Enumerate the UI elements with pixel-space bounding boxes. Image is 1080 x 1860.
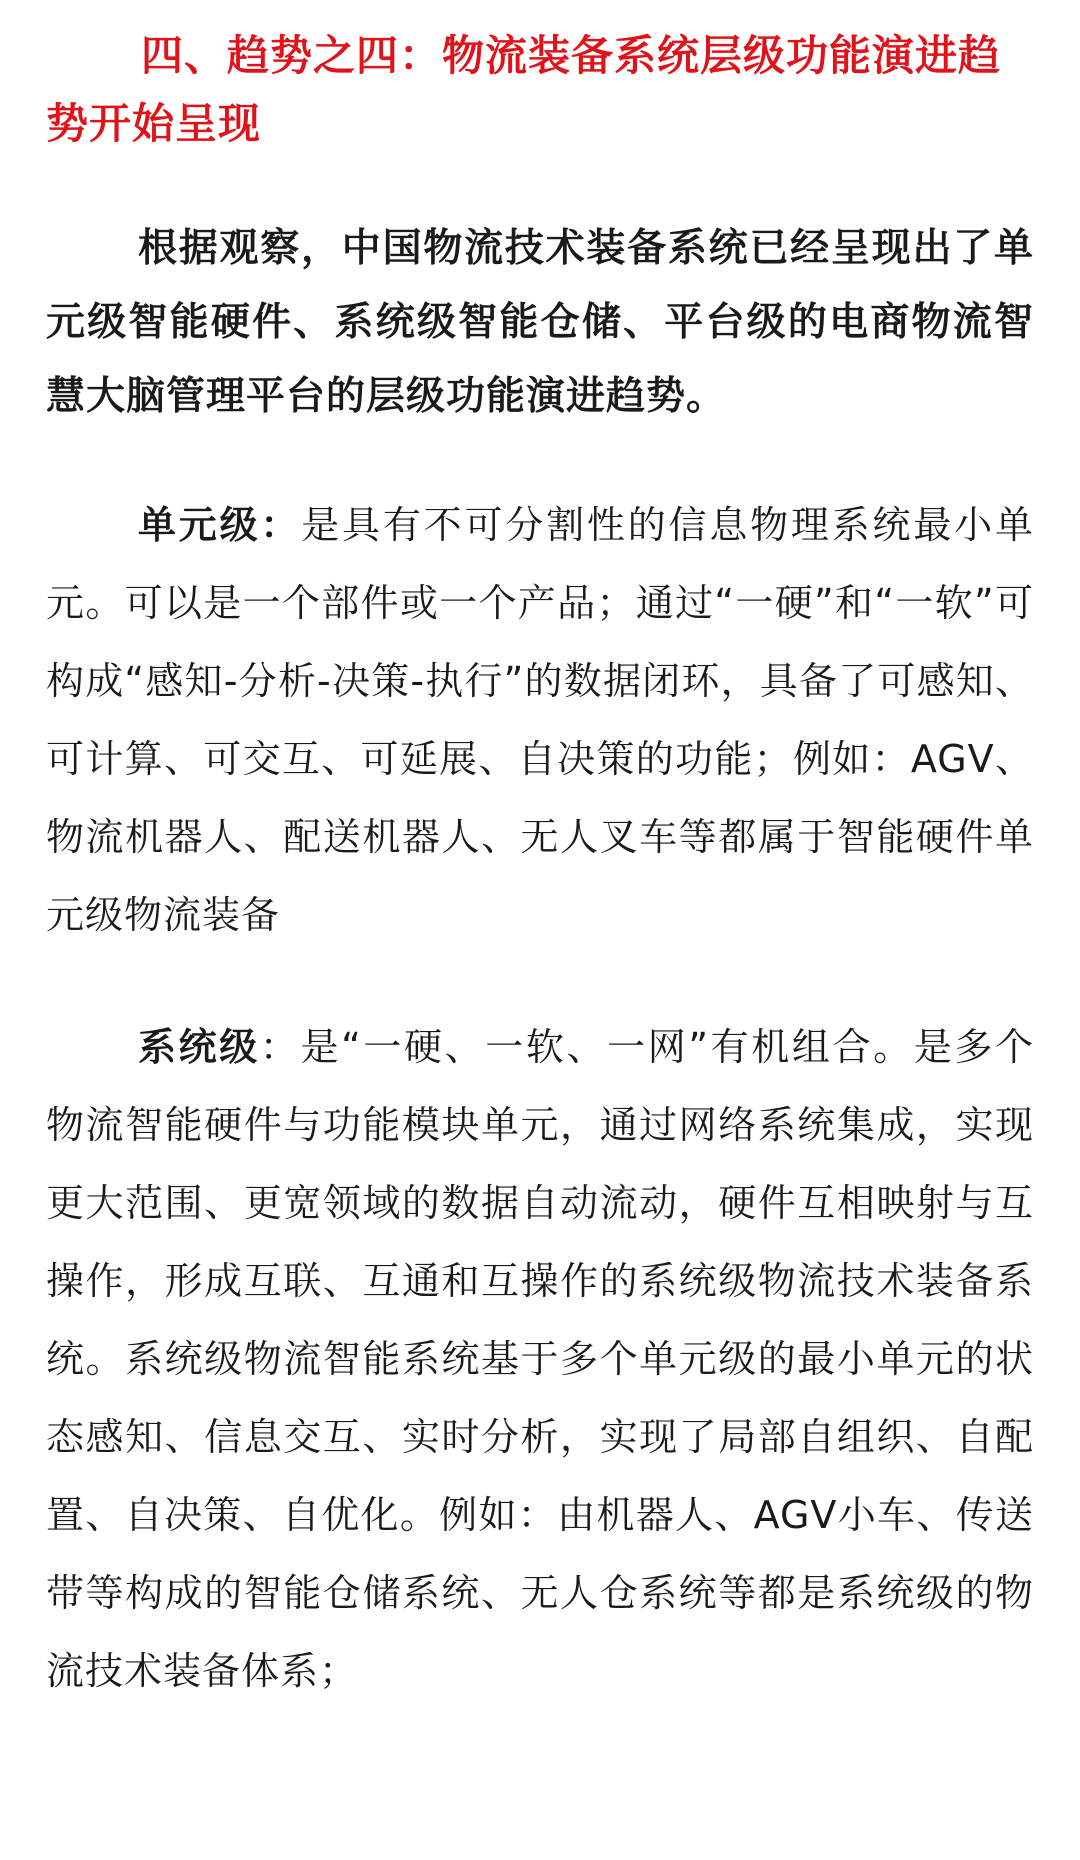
intro-paragraph: 根据观察，中国物流技术装备系统已经呈现出了单元级智能硬件、系统级智能仓储、平台级的电商物流智慧大脑管理平台的层级功能演进趋势。 [46,226,1034,419]
unit-level-paragraph [46,486,1034,954]
unit-level-body: 是具有不可分割性的信息物理系统最小单元。可以是一个部件或一个产品；通过“一硬”和“一软”可构成“感知-分析-决策-执行”的数据闭环，具备了可感知、可计算、可交互、可延展、自决策的功能；例如：AGV、物流机器人、配送机器人、无人叉车等都属于智能硬件单元级物流装备 [46,503,1034,937]
section-heading: 四、趋势之四：物流装备系统层级功能演进趋势开始呈现 [46,31,1002,148]
system-level-lead: 系统级 [138,1025,260,1069]
unit-level-lead: 单元级： [138,503,302,547]
system-level-paragraph [46,1008,1034,1710]
system-level-body: ：是“一硬、一软、一网”有机组合。是多个物流智能硬件与功能模块单元，通过网络系统集成，实现更大范围、更宽领域的数据自动流动，硬件互相映射与互操作，形成互联、互通和互操作的系统级物流技术装备系统。系统级物流智能系统基于多个单元级的最小单元的状态感知、信息交互、实时分析，实现了局部自组织、自配置、自决策、自优化。例如：由机器人、AGV小车、传送带等构成的智能仓储系统、无人仓系统等都是系统级的物流技术装备体系； [46,1025,1034,1693]
